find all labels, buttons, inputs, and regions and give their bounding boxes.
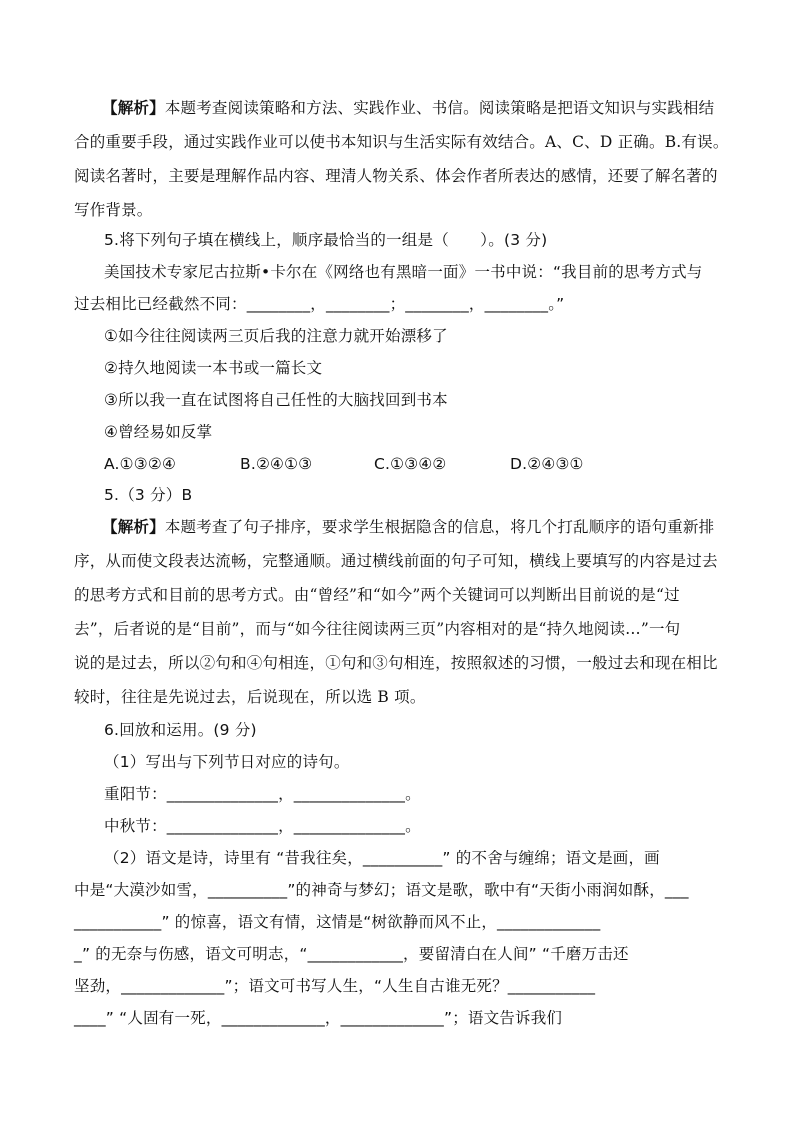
sentence-2: ②持久地阅读一本书或一篇长文 [104, 359, 323, 377]
sentence-1: ①如今往往阅读两三页后我的注意力就开始漂移了 [104, 327, 448, 345]
question-6-sub-2-line-5: 坚劲，_____________”；语文可书写人生，“人生自古谁无死？___________ [74, 977, 596, 995]
question-5-stem: 5.将下列句子填在横线上，顺序最恰当的一组是（ ）。(3 分) [104, 231, 548, 249]
chongyang-line: 重阳节：______________，______________。 [104, 785, 421, 803]
option-c: C.①③④② [374, 455, 447, 473]
analysis-paragraph-2-line-5: 说的是过去，所以②句和④句相连，①句和③句相连，按照叙述的习惯，一般过去和现在相比 [74, 654, 718, 672]
question-6-sub-2-line-2: 中是“大漠沙如雪，__________”的神奇与梦幻；语文是歌，歌中有“天街小雨润如酥，___ [74, 881, 689, 899]
question-5-quote-line-1: 美国技术专家尼古拉斯•卡尔在《网络也有黑暗一面》一书中说：“我目前的思考方式与 [104, 263, 703, 281]
analysis-paragraph-1-line-3: 阅读名著时，主要是理解作品内容、理清人物关系、体会作者所表达的感情，还要了解名著的 [74, 167, 718, 185]
analysis-paragraph-1-line-1: 【解析】本题考查阅读策略和方法、实践作业、书信。阅读策略是把语文知识与实践相结 [102, 98, 715, 117]
analysis-paragraph-2-line-3: 的思考方式和目前的思考方式。由“曾经”和“如今”两个关键词可以判断出目前说的是“过 [74, 586, 680, 604]
question-5-answer: 5.（3 分）B [104, 486, 193, 504]
analysis-paragraph-2-line-1: 【解析】本题考查了句子排序，要求学生根据隐含的信息，将几个打乱顺序的语句重新排 [102, 517, 715, 536]
sentence-3: ③所以我一直在试图将自己任性的大脑找回到书本 [104, 391, 448, 409]
option-a: A.①③②④ [104, 455, 177, 473]
analysis-paragraph-1-line-2: 合的重要手段，通过实践作业可以使书本知识与生活实际有效结合。A、C、D 正确。B.有误。 [74, 133, 729, 151]
sentence-4: ④曾经易如反掌 [104, 423, 213, 441]
question-5-options [104, 454, 664, 474]
question-6-sub-2-line-4: _” 的无奈与伤感，语文可明志，“____________，要留清白在人间” “千磨万击还 [74, 945, 629, 963]
analysis-paragraph-1-line-4: 写作背景。 [74, 201, 153, 219]
question-6-sub-2-line-3: ___________” 的惊喜，语文有情，这情是“树欲静而风不止，_____________ [74, 913, 601, 931]
question-6-stem: 6.回放和运用。(9 分) [104, 721, 257, 739]
analysis-paragraph-2-line-2: 序，从而使文段表达流畅，完整通顺。通过横线前面的句子可知，横线上要填写的内容是过去 [74, 552, 718, 570]
question-6-sub-1: （1）写出与下列节日对应的诗句。 [104, 753, 350, 771]
question-6-sub-2-line-6: ____” “人固有一死，_____________，_____________”；语文告诉我们 [74, 1009, 563, 1027]
option-b: B.②④①③ [240, 455, 313, 473]
question-5-quote-line-2: 过去相比已经截然不同：________，________；________，________。” [74, 295, 565, 313]
zhongqiu-line: 中秋节：______________，______________。 [104, 817, 421, 835]
analysis-paragraph-2-line-6: 较时，往往是先说过去，后说现在，所以选 B 项。 [74, 688, 426, 706]
question-6-sub-2-line-1: （2）语文是诗，诗里有 “昔我往矣，__________” 的不舍与缠绵；语文是画，画 [104, 849, 660, 867]
analysis-paragraph-2-line-4: 去”，后者说的是“目前”，而与“如今往往阅读两三页”内容相对的是“持久地阅读…”一句 [74, 620, 681, 638]
analysis-label: 【解析】 [102, 98, 165, 117]
analysis-label-2: 【解析】 [102, 517, 165, 536]
option-d: D.②④③① [510, 455, 584, 473]
